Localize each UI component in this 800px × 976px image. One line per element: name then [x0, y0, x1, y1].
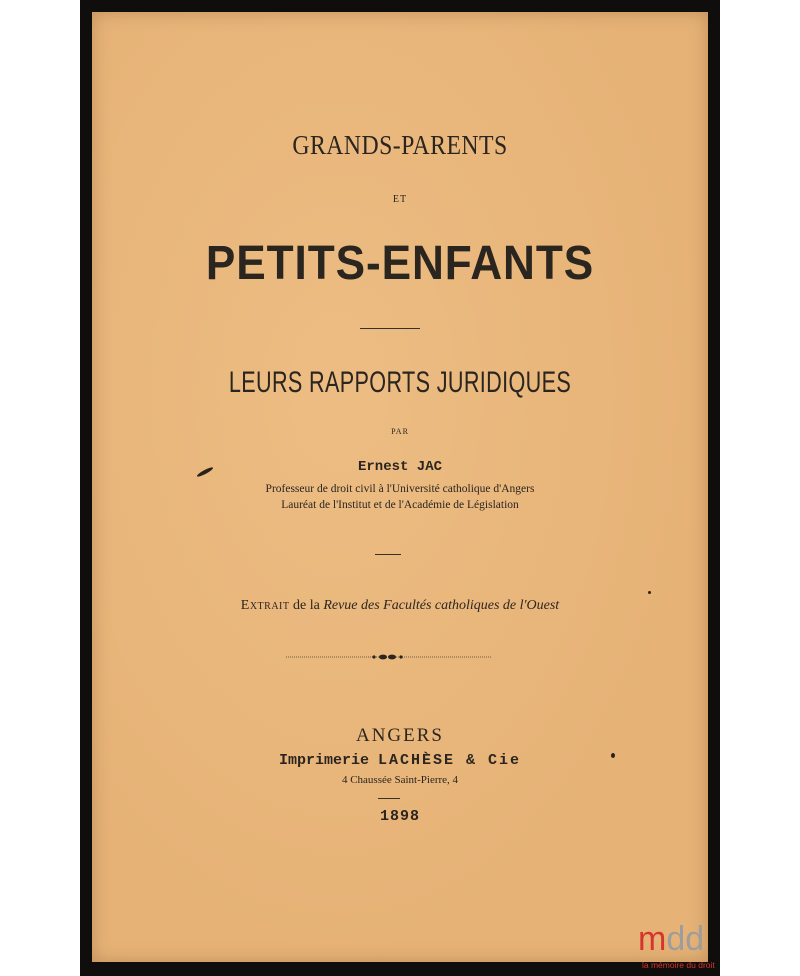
author-award: Lauréat de l'Institut et de l'Académie de Législation	[281, 499, 519, 511]
printer-address: 4 Chaussée Saint-Pierre, 4	[341, 774, 459, 786]
divider-rule-tiny	[378, 798, 400, 799]
divider-rule	[360, 328, 420, 329]
printer-name: LACHÈSE & Cie	[378, 752, 522, 769]
divider-rule-short	[375, 554, 401, 555]
author-affiliation: Professeur de droit civil à l'Université catholique d'Angers	[265, 483, 535, 495]
publication-year: 1898	[379, 808, 420, 825]
extract-middle: de la	[289, 598, 324, 613]
city: ANGERS	[355, 725, 444, 746]
publisher-logo	[638, 922, 724, 972]
ornament-divider	[286, 652, 492, 662]
extract-note	[92, 598, 708, 614]
book-cover	[92, 12, 708, 962]
author-name: Ernest JAC	[357, 459, 442, 475]
logo-tagline: la mémoire du droit	[642, 960, 715, 970]
extract-prefix: Extrait	[240, 598, 290, 613]
by-label: PAR	[391, 427, 409, 436]
printer-label: Imprimerie	[278, 752, 378, 769]
title-conjunction: ET	[392, 194, 408, 205]
title-line-1: GRANDS-PARENTS	[292, 130, 508, 160]
logo-letter-red: m	[638, 920, 667, 958]
journal-name: Revue des Facultés catholiques de l'Ouest	[323, 598, 560, 613]
title-line-2: PETITS-ENFANTS	[205, 237, 595, 290]
ink-spot-small	[648, 591, 651, 594]
logo-letters-gray: dd	[666, 920, 705, 958]
subtitle: LEURS RAPPORTS JURIDIQUES	[228, 366, 572, 399]
printer-line	[92, 752, 708, 769]
ink-spot	[611, 753, 615, 758]
